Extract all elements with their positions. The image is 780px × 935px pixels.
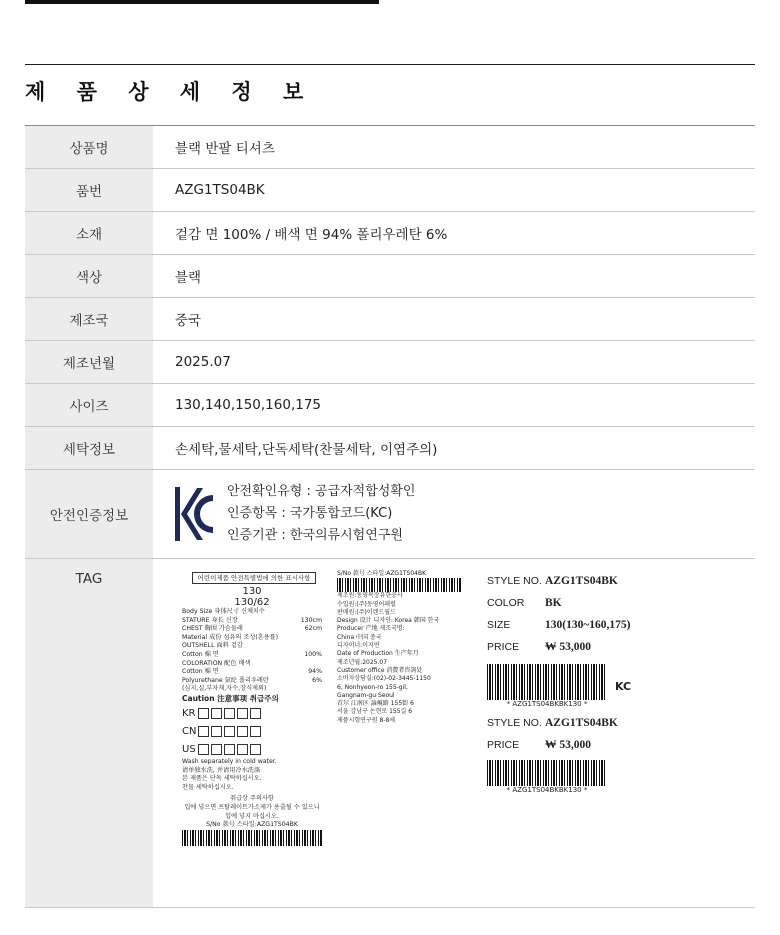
row-value-material: 겉감 면 100% / 배색 면 94% 폴리우레탄 6% — [153, 212, 755, 255]
iron-icon — [224, 744, 235, 755]
poly-value: 6% — [312, 676, 322, 684]
table-row — [25, 298, 755, 341]
wash-icon — [198, 726, 209, 737]
production-date-label: Date of Production 生产年月 — [337, 650, 419, 658]
cotton2-label: Cotton 棉 면 — [182, 668, 219, 676]
table-row — [25, 341, 755, 384]
price-tag — [487, 570, 657, 810]
row-label-manufacture-date: 제조년월 — [25, 341, 153, 384]
size-value: 130(130~160,175) — [545, 619, 631, 631]
bleach-icon — [211, 726, 222, 737]
barcode-text-2: * AZG1TS04BKBK130 * — [506, 786, 588, 794]
price-value-2: ₩ 53,000 — [545, 739, 591, 751]
price-label: PRICE — [487, 641, 520, 653]
dryclean-icon — [250, 708, 261, 719]
chest-label: CHEST 胸围 가슴둘레 — [182, 625, 243, 633]
producer-label: Producer 产地 제조국명: — [337, 625, 405, 633]
row-value-color: 블랙 — [153, 255, 755, 298]
table-row — [25, 212, 755, 255]
wash-kr1: 본 제품은 단독 세탁하십시오. — [182, 775, 262, 783]
poly-label: Polyurethane 氨纶 폴리우레탄 — [182, 676, 269, 684]
barcode — [487, 760, 607, 786]
style-label: STYLE NO. — [487, 575, 542, 587]
tag-images — [154, 560, 754, 906]
section-title: 제 품 상 세 정 보 — [25, 80, 316, 104]
care-label-title: 어린이제품 안전특별법에 의한 표시사항 — [192, 572, 316, 584]
care-note: (심지,실,부자재,자수,장식제외) — [182, 685, 267, 693]
caution-heading: Caution 注意事项 취급주의 — [182, 693, 279, 703]
row-label-size: 사이즈 — [25, 384, 153, 427]
dry-icon — [224, 726, 235, 737]
care-country-us: US — [182, 743, 196, 755]
producer-value: China 中国 중국 — [337, 633, 382, 641]
cotton-value: 100% — [304, 650, 322, 658]
care-size: 130 — [242, 586, 262, 597]
table-row — [25, 559, 755, 908]
manufacturer: 제조원:동영복장유한공사 — [337, 592, 403, 600]
row-label-color: 색상 — [25, 255, 153, 298]
care-size-sub: 130/62 — [234, 597, 270, 608]
color-value: BK — [545, 597, 562, 609]
style-label-2: STYLE NO. — [487, 717, 542, 729]
wash-icon — [198, 744, 209, 755]
outshell-heading: OUTSHELL 面料 겉감 — [182, 642, 243, 650]
price-label-2: PRICE — [487, 739, 520, 751]
tumble-dry-icon — [237, 744, 248, 755]
stature-value: 130cm — [300, 616, 322, 624]
size-label: SIZE — [487, 619, 511, 631]
row-label-wash-info: 세탁정보 — [25, 427, 153, 470]
row-value-product-name: 블랙 반팔 티셔츠 — [153, 126, 755, 169]
iron-icon — [224, 708, 235, 719]
handling-text: 입에 넣으면 프탈레이트가소제가 용출될 수 있으니 입에 넣지 마십시오. — [184, 803, 320, 820]
customer-phone: 소비자상담실:(02)-02-3445-1150 — [337, 675, 431, 683]
wash-icon — [198, 708, 209, 719]
production-date-value: 제조년월:2025.07 — [337, 658, 388, 666]
table-row — [25, 255, 755, 298]
safety-item: 인증항목 : 국가통합코드(KC) — [227, 506, 393, 521]
chest-value: 62cm — [304, 625, 322, 633]
designer: 디자이너:이지연 — [337, 642, 380, 650]
table-row — [25, 470, 755, 559]
top-image-strip — [25, 0, 379, 4]
barcode — [182, 830, 322, 846]
wash-cn: 请单独水洗, 并请用冷水洗涤 — [182, 766, 261, 774]
care-sn: S/No 款号 스타일:AZG1TS04BK — [206, 821, 298, 829]
importer: 수입원:(주)동영어패럴 — [337, 600, 396, 608]
color-label: COLOR — [487, 597, 525, 609]
wash-kr2: 찬물 세탁하십시오. — [182, 783, 234, 791]
cotton-label: Cotton 棉 면 — [182, 650, 219, 658]
seller: 판매원:(주)이랜드월드 — [337, 608, 396, 616]
bleach-icon — [211, 744, 222, 755]
dry-icon — [237, 708, 248, 719]
cotton2-value: 94% — [308, 668, 322, 676]
table-row — [25, 427, 755, 470]
row-label-country: 제조국 — [25, 298, 153, 341]
customer-office: Customer office 消費者咨詢处 — [337, 666, 423, 674]
body-size: Body Size 身体尺寸 신체치수 — [182, 608, 265, 615]
wash-en: Wash separately in cold water. — [182, 757, 277, 765]
bleach-icon — [211, 708, 222, 719]
dry-icon — [250, 744, 261, 755]
address-line3: 首尔 江南区 論峴路 155街 6 — [337, 700, 414, 708]
address-line2: Gangnam-gu Seoul — [337, 691, 395, 699]
row-value-wash-info: 손세탁,물세탁,단독세탁(찬물세탁, 이염주의) — [153, 427, 755, 470]
style-value-2: AZG1TS04BK — [545, 717, 618, 729]
stature-label: STATURE 身长 신장 — [182, 616, 238, 624]
row-label-tag: TAG — [25, 559, 153, 908]
row-value-manufacture-date: 2025.07 — [153, 341, 755, 384]
material-heading: Material 成份 섬유의 조성(혼용률) — [182, 633, 279, 641]
row-value-item-number: AZG1TS04BK — [153, 169, 755, 212]
table-row — [25, 169, 755, 212]
barcode — [487, 664, 607, 700]
inspection-note: 제품시험연구원 8-8세 — [337, 716, 396, 724]
care-label — [182, 568, 322, 900]
iron-icon — [250, 726, 261, 737]
care-icons-kr — [182, 706, 322, 722]
row-value-country: 중국 — [153, 298, 755, 341]
design-origin: Design 设计 디자인: Korea 韩国 한국 — [337, 617, 440, 625]
style-value: AZG1TS04BK — [545, 575, 618, 587]
row-label-safety: 안전인증정보 — [25, 470, 153, 559]
barcode — [337, 578, 462, 592]
info-sn: S/No 款号 스타일:AZG1TS04BK — [337, 570, 427, 577]
row-value-tag — [153, 559, 755, 908]
section-divider — [25, 64, 755, 65]
care-icons-us — [182, 742, 322, 758]
care-icons-cn — [182, 724, 322, 740]
barcode-text: * AZG1TS04BKBK130 * — [506, 700, 588, 708]
kc-certification-icon — [175, 485, 215, 543]
care-country-cn: CN — [182, 725, 197, 737]
tumble-dry-icon — [237, 726, 248, 737]
safety-agency: 인증기관 : 한국의류시험연구원 — [227, 528, 403, 543]
address-line4: 서울 강남구 논현로 155길 6 — [337, 708, 413, 716]
row-label-item-number: 품번 — [25, 169, 153, 212]
row-value-safety — [153, 470, 755, 559]
info-label — [337, 570, 462, 745]
coloration-heading: COLORATION 配色 배색 — [182, 659, 251, 667]
price-value: ₩ 53,000 — [545, 641, 591, 653]
handling-title: 취급상 주의사항 — [230, 795, 274, 803]
address-line1: 6, Nonhyeon-ro 155-gil, — [337, 683, 408, 691]
safety-type: 안전확인유형 : 공급자적합성확인 — [227, 484, 416, 499]
product-spec-table — [25, 125, 755, 908]
kc-mark: KC — [615, 679, 632, 693]
table-row — [25, 384, 755, 427]
row-label-material: 소재 — [25, 212, 153, 255]
row-value-size: 130,140,150,160,175 — [153, 384, 755, 427]
row-label-product-name: 상품명 — [25, 126, 153, 169]
table-row — [25, 126, 755, 169]
care-country-kr: KR — [182, 707, 196, 719]
